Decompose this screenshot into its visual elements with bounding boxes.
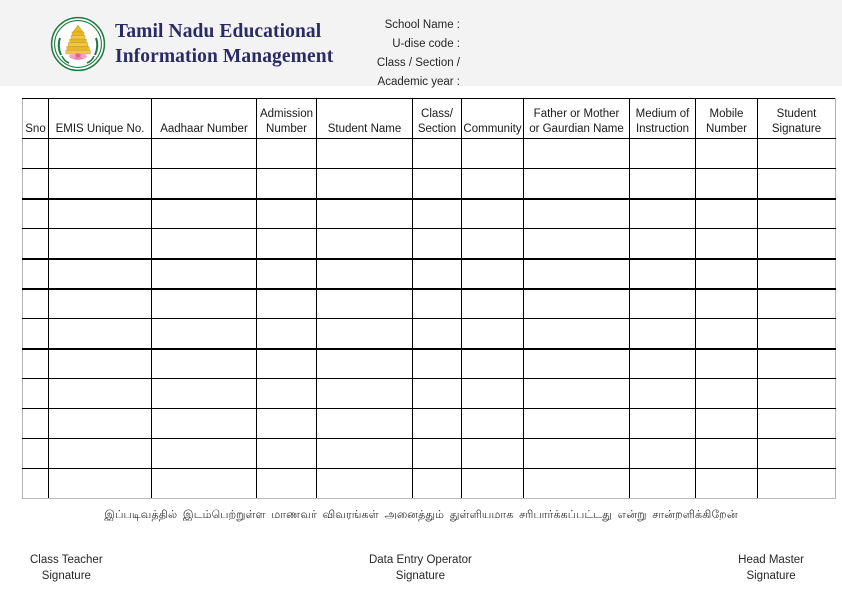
cell-medium[interactable]	[630, 409, 696, 439]
cell-mobile_number[interactable]	[696, 349, 758, 379]
column-header-emis_unique_no	[49, 99, 152, 139]
cell-student_signature[interactable]	[758, 469, 836, 499]
column-header-community-line1: Community	[463, 122, 522, 135]
cell-class_section[interactable]	[413, 319, 462, 349]
column-header-father_or_mother-line1: Father or Mother	[533, 108, 620, 120]
cell-aadhaar_number[interactable]	[152, 199, 257, 229]
cell-community[interactable]	[462, 289, 524, 319]
cell-emis_unique_no[interactable]	[49, 199, 152, 229]
cell-mobile_number[interactable]	[696, 469, 758, 499]
cell-class_section[interactable]	[413, 289, 462, 319]
cell-student_name[interactable]	[317, 259, 413, 289]
table-row	[23, 439, 836, 469]
table-row	[23, 349, 836, 379]
cell-mobile_number[interactable]	[696, 169, 758, 199]
cell-student_signature[interactable]	[758, 379, 836, 409]
table-row	[23, 259, 836, 289]
cell-emis_unique_no[interactable]	[49, 229, 152, 259]
header-field-class-section: Class / Section /	[376, 57, 460, 69]
cell-sno[interactable]	[23, 169, 49, 199]
cell-community[interactable]	[462, 379, 524, 409]
cell-admission_number[interactable]	[257, 349, 317, 379]
cell-aadhaar_number[interactable]	[152, 319, 257, 349]
cell-emis_unique_no[interactable]	[49, 169, 152, 199]
cell-class_section[interactable]	[413, 229, 462, 259]
cell-medium[interactable]	[630, 139, 696, 169]
cell-student_signature[interactable]	[758, 259, 836, 289]
cell-sno[interactable]	[23, 139, 49, 169]
cell-student_signature[interactable]	[758, 349, 836, 379]
table-header-row	[23, 99, 836, 139]
cell-admission_number[interactable]	[257, 319, 317, 349]
certification-statement: இப்படிவத்தில் இடம்பெற்றுள்ள மாணவர் விவரங்கள் அனைத்தும் துள்ளியமாக சரிபார்க்கப்பட்டது என்று சான்றளிக்கிறேன்	[104, 509, 738, 521]
cell-student_name[interactable]	[317, 409, 413, 439]
cell-community[interactable]	[462, 169, 524, 199]
cell-class_section[interactable]	[413, 379, 462, 409]
cell-father_or_mother[interactable]	[524, 199, 630, 229]
cell-medium[interactable]	[630, 379, 696, 409]
header-field-academic-year: Academic year :	[377, 76, 460, 88]
column-header-sno	[23, 99, 49, 139]
table-row	[23, 409, 836, 439]
cell-aadhaar_number[interactable]	[152, 379, 257, 409]
table-row	[23, 379, 836, 409]
cell-student_signature[interactable]	[758, 319, 836, 349]
cell-community[interactable]	[462, 259, 524, 289]
cell-mobile_number[interactable]	[696, 199, 758, 229]
column-header-mobile_number	[696, 99, 758, 139]
cell-student_signature[interactable]	[758, 289, 836, 319]
cell-father_or_mother[interactable]	[524, 289, 630, 319]
cell-admission_number[interactable]	[257, 469, 317, 499]
cell-admission_number[interactable]	[257, 259, 317, 289]
tamil-nadu-government-emblem-icon	[50, 16, 106, 72]
table-row	[23, 229, 836, 259]
student-roster-table	[22, 98, 836, 499]
column-header-class_section-line2: Section	[417, 122, 457, 135]
cell-student_signature[interactable]	[758, 229, 836, 259]
cell-student_name[interactable]	[317, 199, 413, 229]
cell-aadhaar_number[interactable]	[152, 349, 257, 379]
header-field-school-name: School Name :	[384, 19, 460, 31]
cell-father_or_mother[interactable]	[524, 469, 630, 499]
cell-class_section[interactable]	[413, 349, 462, 379]
column-header-father_or_mother-line2: or Gaurdian Name	[529, 122, 624, 135]
cell-mobile_number[interactable]	[696, 379, 758, 409]
cell-community[interactable]	[462, 409, 524, 439]
cell-medium[interactable]	[630, 439, 696, 469]
table-header	[23, 99, 836, 139]
signature-word-head-master: Signature	[746, 570, 796, 582]
cell-father_or_mother[interactable]	[524, 439, 630, 469]
cell-community[interactable]	[462, 319, 524, 349]
cell-father_or_mother[interactable]	[524, 319, 630, 349]
cell-admission_number[interactable]	[257, 289, 317, 319]
cell-emis_unique_no[interactable]	[49, 439, 152, 469]
cell-emis_unique_no[interactable]	[49, 259, 152, 289]
cell-class_section[interactable]	[413, 199, 462, 229]
cell-medium[interactable]	[630, 199, 696, 229]
cell-admission_number[interactable]	[257, 169, 317, 199]
column-header-admission_number-line1: Admission	[259, 108, 314, 120]
cell-sno[interactable]	[23, 199, 49, 229]
cell-admission_number[interactable]	[257, 409, 317, 439]
cell-father_or_mother[interactable]	[524, 409, 630, 439]
cell-mobile_number[interactable]	[696, 259, 758, 289]
cell-father_or_mother[interactable]	[524, 169, 630, 199]
cell-aadhaar_number[interactable]	[152, 139, 257, 169]
cell-community[interactable]	[462, 199, 524, 229]
table-row	[23, 289, 836, 319]
cell-medium[interactable]	[630, 349, 696, 379]
cell-medium[interactable]	[630, 469, 696, 499]
cell-student_name[interactable]	[317, 139, 413, 169]
cell-mobile_number[interactable]	[696, 289, 758, 319]
column-header-medium-line2: Instruction	[635, 122, 690, 135]
column-header-student_signature-line2: Signature	[771, 122, 822, 135]
cell-aadhaar_number[interactable]	[152, 469, 257, 499]
cell-medium[interactable]	[630, 259, 696, 289]
column-header-student_name-line1: Student Name	[327, 122, 402, 135]
cell-father_or_mother[interactable]	[524, 259, 630, 289]
cell-medium[interactable]	[630, 229, 696, 259]
cell-class_section[interactable]	[413, 169, 462, 199]
column-header-medium-line1: Medium of	[635, 108, 690, 120]
cell-aadhaar_number[interactable]	[152, 439, 257, 469]
column-header-sno-line1: Sno	[25, 122, 46, 135]
table-row	[23, 199, 836, 229]
cell-sno[interactable]	[23, 409, 49, 439]
signature-label-class-teacher: Class Teacher	[30, 554, 103, 566]
column-header-admission_number-line2: Number	[266, 122, 307, 135]
cell-community[interactable]	[462, 229, 524, 259]
cell-student_signature[interactable]	[758, 139, 836, 169]
cell-aadhaar_number[interactable]	[152, 169, 257, 199]
column-header-student_name	[317, 99, 413, 139]
column-header-student_signature-line1: Student	[776, 108, 817, 120]
cell-sno[interactable]	[23, 379, 49, 409]
signature-word-class-teacher: Signature	[41, 570, 91, 582]
cell-student_name[interactable]	[317, 319, 413, 349]
cell-student_name[interactable]	[317, 379, 413, 409]
cell-emis_unique_no[interactable]	[49, 409, 152, 439]
cell-student_name[interactable]	[317, 349, 413, 379]
column-header-aadhaar_number-line1: Aadhaar Number	[160, 122, 248, 135]
cell-mobile_number[interactable]	[696, 229, 758, 259]
cell-medium[interactable]	[630, 169, 696, 199]
cell-class_section[interactable]	[413, 259, 462, 289]
cell-class_section[interactable]	[413, 409, 462, 439]
cell-admission_number[interactable]	[257, 139, 317, 169]
column-header-class_section	[413, 99, 462, 139]
cell-father_or_mother[interactable]	[524, 229, 630, 259]
column-header-class_section-line1: Class/	[421, 108, 453, 120]
brand-title-line1: Tamil Nadu Educational	[115, 21, 322, 42]
signature-block-head-master	[738, 552, 804, 584]
cell-sno[interactable]	[23, 469, 49, 499]
cell-student_name[interactable]	[317, 289, 413, 319]
cell-sno[interactable]	[23, 259, 49, 289]
cell-aadhaar_number[interactable]	[152, 289, 257, 319]
cell-mobile_number[interactable]	[696, 139, 758, 169]
column-header-aadhaar_number	[152, 99, 257, 139]
cell-sno[interactable]	[23, 349, 49, 379]
cell-emis_unique_no[interactable]	[49, 289, 152, 319]
cell-student_name[interactable]	[317, 169, 413, 199]
header-field-udise-code: U-dise code :	[392, 38, 460, 50]
header-field-list	[300, 16, 460, 92]
document-header	[0, 0, 842, 86]
column-header-emis_unique_no-line1: EMIS Unique No.	[55, 122, 145, 135]
cell-student_name[interactable]	[317, 229, 413, 259]
cell-mobile_number[interactable]	[696, 409, 758, 439]
table-body	[23, 139, 836, 499]
cell-emis_unique_no[interactable]	[49, 139, 152, 169]
cell-student_signature[interactable]	[758, 439, 836, 469]
column-header-mobile_number-line2: Number	[706, 122, 747, 135]
cell-aadhaar_number[interactable]	[152, 259, 257, 289]
brand-title-line2: Information Management	[115, 46, 334, 67]
cell-sno[interactable]	[23, 319, 49, 349]
cell-student_signature[interactable]	[758, 199, 836, 229]
column-header-father_or_mother	[524, 99, 630, 139]
cell-emis_unique_no[interactable]	[49, 349, 152, 379]
column-header-medium	[630, 99, 696, 139]
column-header-community	[462, 99, 524, 139]
cell-medium[interactable]	[630, 289, 696, 319]
table-row	[23, 319, 836, 349]
cell-student_name[interactable]	[317, 439, 413, 469]
cell-community[interactable]	[462, 469, 524, 499]
table-row	[23, 139, 836, 169]
signature-label-head-master: Head Master	[738, 554, 804, 566]
cell-community[interactable]	[462, 139, 524, 169]
cell-father_or_mother[interactable]	[524, 139, 630, 169]
cell-class_section[interactable]	[413, 139, 462, 169]
cell-sno[interactable]	[23, 229, 49, 259]
cell-admission_number[interactable]	[257, 379, 317, 409]
cell-aadhaar_number[interactable]	[152, 409, 257, 439]
cell-community[interactable]	[462, 349, 524, 379]
cell-student_signature[interactable]	[758, 409, 836, 439]
cell-father_or_mother[interactable]	[524, 379, 630, 409]
cell-father_or_mother[interactable]	[524, 349, 630, 379]
cell-community[interactable]	[462, 439, 524, 469]
signature-row	[22, 552, 820, 584]
cell-emis_unique_no[interactable]	[49, 319, 152, 349]
student-roster-table-wrapper	[22, 98, 820, 499]
cell-aadhaar_number[interactable]	[152, 229, 257, 259]
signature-word-data-entry-operator: Signature	[395, 570, 446, 582]
cell-sno[interactable]	[23, 289, 49, 319]
cell-emis_unique_no[interactable]	[49, 379, 152, 409]
cell-mobile_number[interactable]	[696, 439, 758, 469]
cell-student_signature[interactable]	[758, 169, 836, 199]
column-header-mobile_number-line1: Mobile	[709, 108, 744, 120]
cell-emis_unique_no[interactable]	[49, 469, 152, 499]
signature-block-data-entry-operator	[369, 552, 472, 584]
cell-admission_number[interactable]	[257, 229, 317, 259]
cell-sno[interactable]	[23, 439, 49, 469]
table-row	[23, 469, 836, 499]
cell-class_section[interactable]	[413, 439, 462, 469]
table-row	[23, 169, 836, 199]
signature-label-data-entry-operator: Data Entry Operator	[368, 554, 472, 566]
cell-mobile_number[interactable]	[696, 319, 758, 349]
column-header-student_signature	[758, 99, 836, 139]
cell-admission_number[interactable]	[257, 199, 317, 229]
signature-block-class-teacher	[30, 552, 103, 584]
brand-block	[50, 16, 333, 72]
cell-student_name[interactable]	[317, 469, 413, 499]
column-header-admission_number	[257, 99, 317, 139]
cell-admission_number[interactable]	[257, 439, 317, 469]
cell-medium[interactable]	[630, 319, 696, 349]
cell-class_section[interactable]	[413, 469, 462, 499]
